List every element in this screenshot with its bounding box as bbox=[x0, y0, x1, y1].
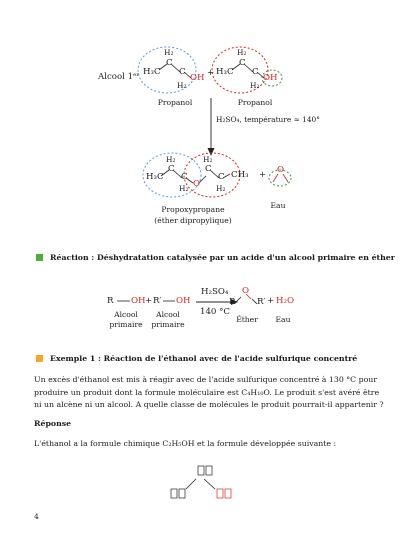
example-paragraph: Un excès d'éthanol est mis à réagir avec de l'acide sulfurique concentré à 130 °C pour produire un produit dont la formule moléculaire est C₄H₁₀O. Le produit s'est avéré être ni un alcène ni un alcool. A quelle classe de molécules le produit pourrait-il appartenir ? bbox=[34, 375, 384, 410]
s2-o: O bbox=[242, 286, 250, 296]
water-name: Eau bbox=[270, 201, 286, 210]
s2-oh1: OH bbox=[131, 296, 146, 306]
prod-c1: C bbox=[168, 164, 175, 174]
mol1-h3c: H₃C bbox=[143, 67, 161, 77]
prod-h3c: H₃C bbox=[146, 172, 164, 182]
answer-heading: Réponse bbox=[34, 419, 72, 428]
s2-r4: R′ bbox=[257, 297, 266, 307]
name-propanol-1: Propanol bbox=[157, 98, 193, 107]
name-propanol-2: Propanol bbox=[237, 98, 273, 107]
mol1-h2-bot: H₂ bbox=[177, 81, 187, 90]
s2-oh2: OH bbox=[176, 296, 191, 306]
mol1-c1: C bbox=[166, 58, 173, 68]
mol2-h2-bot: H₂ bbox=[250, 81, 260, 90]
prod-h2-a: H₂ bbox=[166, 155, 176, 164]
mol1-h2-top: H₂ bbox=[164, 48, 174, 57]
s2-plus2: + bbox=[267, 296, 275, 306]
s2-label-alcool-2: Alcool primaire bbox=[151, 310, 185, 329]
page-number: 4 bbox=[34, 512, 39, 521]
s2-temp: 140 °C bbox=[200, 307, 231, 317]
prod-o: O bbox=[193, 179, 201, 189]
mol2-c2: C bbox=[252, 67, 259, 77]
plus-2: + bbox=[259, 170, 267, 180]
product-name: Propoxypropane bbox=[161, 205, 225, 214]
product-alt-name: (éther dipropylique) bbox=[154, 216, 232, 225]
water-o: O bbox=[277, 165, 285, 175]
s2-r2: R′ bbox=[153, 296, 162, 306]
s2-r1: R bbox=[107, 296, 114, 306]
prod-c4: C bbox=[218, 172, 225, 182]
mol2-c1: C bbox=[239, 58, 246, 68]
s2-label-eau: Eau bbox=[275, 315, 291, 324]
mol2-oh: OH bbox=[263, 73, 278, 83]
prod-h2-c: H₂ bbox=[203, 155, 213, 164]
s2-r3: R bbox=[229, 297, 236, 307]
prod-h2-d: H₂ bbox=[216, 184, 226, 193]
prod-c3: C bbox=[205, 164, 212, 174]
mol2-h2-top: H₂ bbox=[237, 48, 247, 57]
mol1-oh: OH bbox=[190, 73, 205, 83]
answer-text: L'éthanol a la formule chimique C₂H₅OH et la formule développée suivante : bbox=[34, 439, 337, 448]
s2-water: H₂O bbox=[276, 296, 294, 306]
alcohol-label: Alcool 1ᵉʳ bbox=[98, 72, 140, 82]
s2-reagent: H₂SO₄ bbox=[201, 287, 229, 297]
prod-ch3: CH₃ bbox=[231, 170, 249, 180]
s2-label-ether: Éther bbox=[236, 315, 258, 324]
s2-plus: + bbox=[145, 296, 153, 306]
plus-1: + bbox=[207, 68, 215, 78]
section-title-example: Exemple 1 : Réaction de l'éthanol avec de l'acide sulfurique concentré bbox=[50, 354, 358, 363]
prod-h2-b: H₂ bbox=[179, 184, 189, 193]
mol1-c2: C bbox=[179, 67, 186, 77]
section-title-reaction: Réaction : Déshydratation catalysée par un acide d'un alcool primaire en éther bbox=[50, 253, 395, 262]
prod-c2: C bbox=[181, 172, 188, 182]
reaction-conditions: H₂SO₄, température ≈ 140° bbox=[216, 115, 320, 124]
s2-label-alcool-1: Alcool primaire bbox=[109, 310, 143, 329]
mol2-h3c: H₃C bbox=[216, 67, 234, 77]
